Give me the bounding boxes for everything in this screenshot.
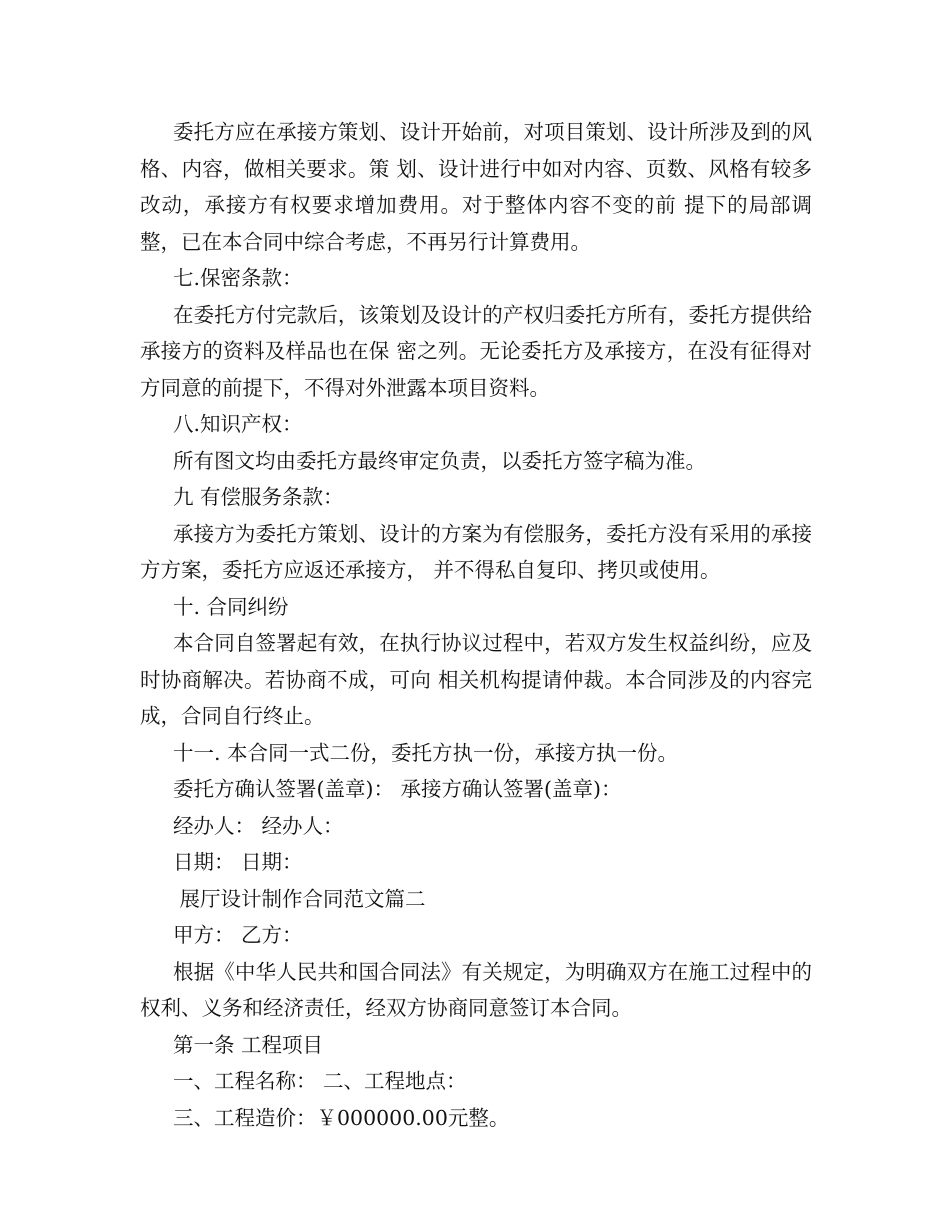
date-line: 日期： 日期： [173, 850, 303, 874]
heading-article-one: 第一条 工程项目 [173, 1032, 324, 1057]
paragraph-paid-service: 承接方为委托方策划、设计的方案为有偿服务，委托方没有采用的承接方方案，委托方应返还承接方， 并不得私自复印、拷贝或使用。 [140, 521, 812, 582]
section-title: 展厅设计制作合同范文篇二 [173, 886, 426, 911]
heading-contract-disputes: 十. 合同纠纷 [173, 594, 289, 619]
paragraph-copies: 十一. 本合同一式二份，委托方执一份，承接方执一份。 [173, 740, 679, 765]
document-body [140, 114, 812, 1136]
heading-paid-service: 九 有偿服务条款： [173, 485, 344, 509]
paragraph-contract-disputes: 本合同自签署起有效，在执行协议过程中，若双方发生权益纠纷，应及时协商解决。若协商不成，可向 相关机构提请仲裁。本合同涉及的内容完成，合同自行终止。 [140, 631, 812, 728]
project-cost-line: 三、工程造价：￥000000.00元整。 [173, 1105, 510, 1130]
signature-line: 委托方确认签署(盖章)： 承接方确认签署(盖章)： [173, 777, 622, 801]
project-name-location-line: 一、工程名称： 二、工程地点： [173, 1069, 467, 1093]
parties-line: 甲方： 乙方： [173, 923, 303, 947]
heading-intellectual-property: 八.知识产权： [173, 412, 303, 436]
handler-line: 经办人： 经办人： [173, 813, 344, 838]
paragraph-intellectual-property: 所有图文均由委托方最终审定负责，以委托方签字稿为准。 [173, 448, 706, 473]
paragraph-client-requirements: 委托方应在承接方策划、设计开始前，对项目策划、设计所涉及到的风格、内容，做相关要求。策 划、设计进行中如对内容、页数、风格有较多改动，承接方有权要求增加费用。对于整体内容不变的前 提下的局部调整，已在本合同中综合考虑，不再另行计算费用。 [140, 120, 812, 254]
paragraph-preamble: 根据《中华人民共和国合同法》有关规定，为明确双方在施工过程中的权利、义务和经济责任，经双方协商同意签订本合同。 [140, 959, 812, 1020]
paragraph-confidentiality: 在委托方付完款后，该策划及设计的产权归委托方所有，委托方提供给承接方的资料及样品也在保 密之列。无论委托方及承接方，在没有征得对方同意的前提下，不得对外泄露本项目资料。 [140, 302, 812, 400]
heading-confidentiality: 七.保密条款： [173, 266, 303, 290]
